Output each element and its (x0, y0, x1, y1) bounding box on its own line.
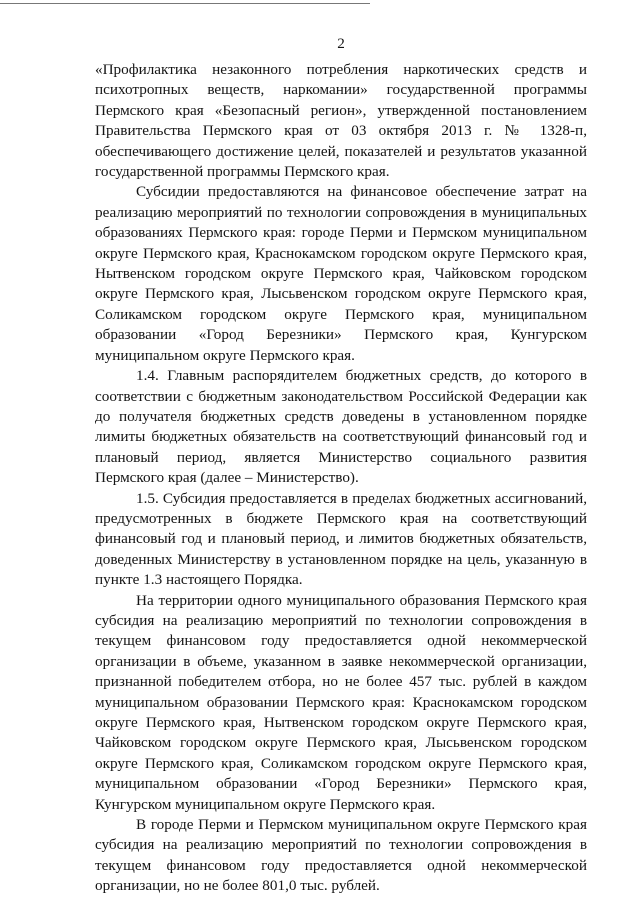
paragraph-subsidy-perm-city: В городе Перми и Пермском муниципальном округе Пермского края субсидия на реализацию мероприятий по технологии сопровождения в текущем финансовом году предоставляется одной некоммерческой организации, но не более 801,0 тыс. рублей. (95, 816, 587, 895)
top-border-line (0, 3, 370, 4)
document-page (95, 34, 587, 897)
paragraph-subsidy-purpose: Субсидии предоставляются на финансовое обеспечение затрат на реализацию мероприятий по технологии сопровождения в муниципальных образованиях Пермского края: городе Перми и Пермском муниципальном округе Пермского края, Краснокамском городском округе Пермского края, Нытвенском городском округе Пермского края, Чайковском городском округе Пермского края, Лысьвенском городском округе Пермского края, Соликамском городском округе Пермского края, муниципальном образовании «Город Березники» Пермского края, Кунгурском муниципальном округе Пермского края. (95, 183, 587, 364)
paragraph-program-reference: «Профилактика незаконного потребления наркотических средств и психотропных веществ, наркомании» государственной программы Пермского края «Безопасный регион», утвержденной постановлением Правительства Пермского края от 03 октября 2013 г. № 1328-п, обеспечивающего достижение целей, показателей и результатов указанной государственной программы Пермского края. (95, 61, 587, 181)
paragraph-1-5-subsidy-limits: 1.5. Субсидия предоставляется в пределах бюджетных ассигнований, предусмотренных в бюджете Пермского края на соответствующий финансовый год и плановый период, и лимитов бюджетных обязательств, доведенных Министерству в установленном порядке на цель, указанную в пункте 1.3 настоящего Порядка. (95, 489, 587, 589)
paragraph-1-4-budget-manager: 1.4. Главным распорядителем бюджетных средств, до которого в соответствии с бюджетным законодательством Российской Федерации как до получателя бюджетных средств доведены в установленном порядке лимиты бюджетных обязательств на соответствующий финансовый год и плановый период, является Министерство социального развития Пермского края (далее – Министерство). (95, 367, 587, 487)
page-number: 2 (337, 35, 345, 52)
paragraph-subsidy-per-municipality: На территории одного муниципального образования Пермского края субсидия на реализацию мероприятий по технологии сопровождения в текущем финансовом году предоставляется одной некоммерческой организации в объеме, указанном в заявке некоммерческой организации, признанной победителем отбора, но не более 457 тыс. рублей в каждом муниципальном образовании Пермского края: Краснокамском городском округе Пермского края, Нытвенском городском округе Пермского края, Чайковском городском округе Пермского края, Лысьвенском городском округе Пермского края, Соликамском городском округе Пермского края, муниципальном образовании «Город Березники» Пермского края, Кунгурском муниципальном округе Пермского края. (95, 591, 587, 813)
